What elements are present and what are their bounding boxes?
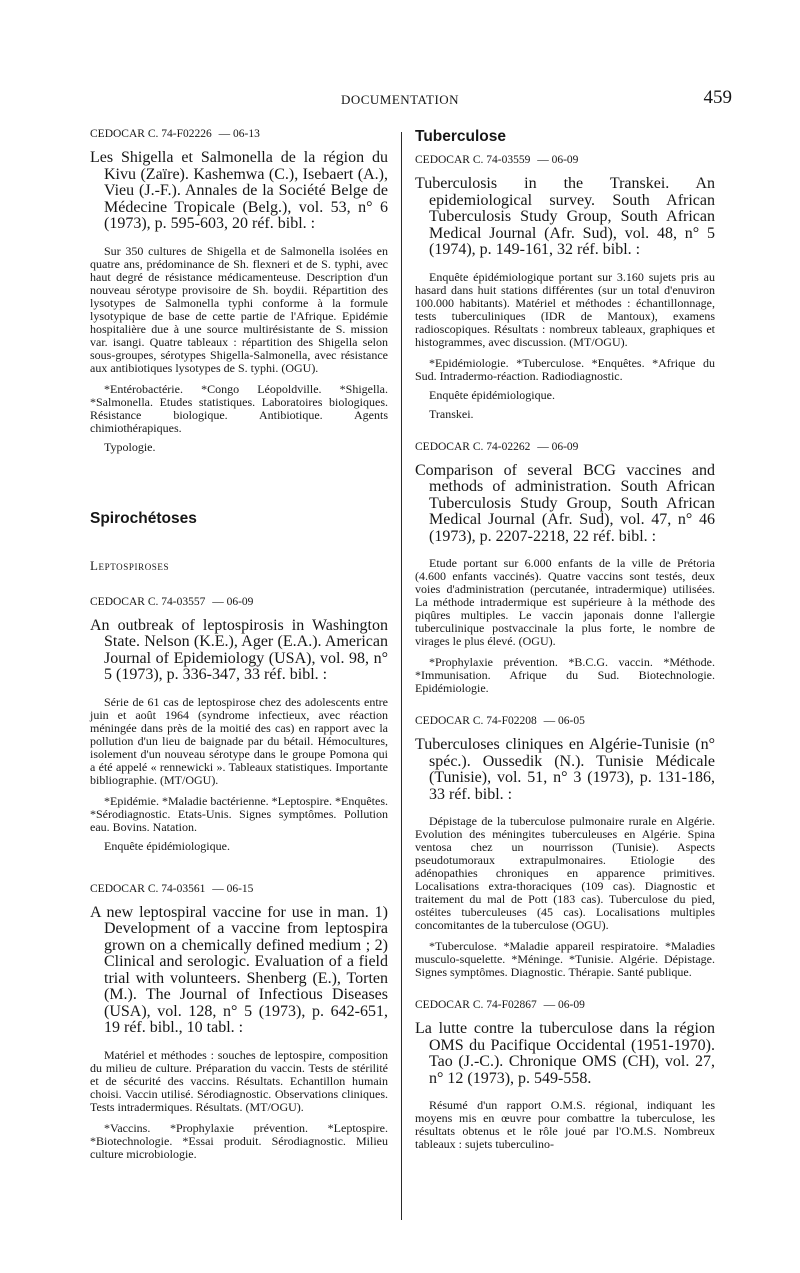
- entry-tuberculoses-algerie-tunisie: [415, 715, 715, 979]
- abstract: Résumé d'un rapport O.M.S. régional, indiquant les moyens mis en œuvre pour combattre la tuberculose, les résultats obtenus et le rôle joué par l'O.M.S. Nombreux tableaux : sujets tuberculino-: [415, 1098, 715, 1151]
- keywords: *Tuberculose. *Maladie appareil respiratoire. *Maladies musculo-squelette. *Méninge. *Tunisie. Algérie. Dépistage. Signes symptômes. Diagnostic. Thérapie. Santé publique.: [415, 939, 715, 979]
- cedocar-reference: CEDOCAR C. 74-F02226 — 06-13: [90, 128, 260, 140]
- entry-leptospirosis-washington: [90, 596, 388, 853]
- entry-tuberculosis-transkei: [415, 154, 715, 421]
- entry-bcg-vaccines: [415, 441, 715, 696]
- running-header: DOCUMENTATION: [340, 92, 460, 107]
- subsection-heading: Leptospiroses: [90, 557, 170, 573]
- citation: La lutte contre la tuberculose dans la région OMS du Pacifique Occidental (1951-1970). Tao (J.-C.). Chronique OMS (CH), vol. 27, n° 12 (1973), p. 549-558.: [415, 1020, 715, 1087]
- keywords: *Prophylaxie prévention. *B.C.G. vaccin. *Méthode. *Immunisation. Afrique du Sud. Biotechnologie. Epidémiologie.: [415, 655, 715, 695]
- cedocar-reference: CEDOCAR C. 74-03561 — 06-15: [90, 882, 254, 895]
- citation: A new leptospiral vaccine for use in man. 1) Development of a vaccine from leptospira grown on a chemically defined medium ; 2) Clinical and serologic. Evaluation of a field trial with volunteers. Shenberg (E.), Torten (M.). The Journal of Infectious Diseases (USA), vol. 128, n° 5 (1973), p. 642-651, 19 réf. bibl., 10 tabl. :: [90, 903, 388, 1036]
- column-divider: [401, 132, 402, 1220]
- abstract: Enquête épidémiologique portant sur 3.160 sujets pris au hasard dans huit stations différentes (sur un total d'enuviron 100.000 habitants). Matériel et méthodes : échantillonnage, tests tuberculiniques (IDR de Mantoux), examens radioscopiques. Résultats : nombreux tableaux, graphiques et histogrammes, avec discussion. (MT/OGU).: [415, 269, 715, 349]
- abstract: Série de 61 cas de leptospirose chez des adolescents entre juin et août 1964 (syndrome infectieux, avec réaction méningée dans près de la moitié des cas) en rapport avec la pollution d'un lieu de baignade par du bétail. Hémocultures, isolement d'un nouveau sérotype dans le groupe Pomona qui a été appelé « rennewicki ». Tableaux statistiques. Importante bibliographie. (MT/OGU).: [90, 694, 388, 787]
- secondary-keywords: Enquête épidémiologique.: [104, 838, 230, 853]
- keywords: *Entérobactérie. *Congo Léopoldville. *Shigella. *Salmonella. Etudes statistiques. Laboratoires biologiques. Résistance biologique. Antibiotique. Agents chimiothérapiques.: [90, 381, 388, 435]
- keywords: *Epidémiologie. *Tuberculose. *Enquêtes. *Afrique du Sud. Intradermo-réaction. Radiodiagnostic.: [415, 355, 715, 383]
- secondary-keywords: Typologie.: [104, 439, 156, 454]
- cedocar-reference: CEDOCAR C. 74-F02867 — 06-09: [415, 999, 585, 1011]
- abstract: Sur 350 cultures de Shigella et de Salmonella isolées en quatre ans, prédominance de Sh. flexneri et de S. typhi, avec haut degré de résistance médicamenteuse. Description d'un nouveau sérotype provisoire de Sh. boydii. Répartition des lysotypes de Salmonella typhi conforme à la formule lysotypique de base de cette partie de l'Afrique. Epidémie hospitalière due à une source multirésistante de S. mission var. isangi. Quatre tableaux : répartition des Shigella selon sous-groupes, sérotypes Shigella-Salmonella, avec résistance aux antibiotiques lysotypes de S. typhi. (OGU).: [90, 243, 388, 375]
- page-number: 459: [703, 87, 732, 108]
- citation: Les Shigella et Salmonella de la région du Kivu (Zaïre). Kashemwa (C.), Isebaert (A.), Vieu (J.-F.). Annales de la Société Belge de Médecine Tropicale (Belg.), vol. 53, n° 6 (1973), p. 595-603, 20 réf. bibl. :: [90, 149, 388, 232]
- cedocar-reference: CEDOCAR C. 74-F02208 — 06-05: [415, 715, 585, 727]
- entry-shigella-kivu: [90, 128, 388, 454]
- section-heading: Spirochétoses: [90, 509, 197, 527]
- abstract: Matériel et méthodes : souches de leptospire, composition du milieu de culture. Préparation du vaccin. Tests de stérilité et de sécurité des vaccins. Résultats. Echantillon humain choisi. Vaccin utilisé. Sérodiagnostic. Observations cliniques. Tests intradermiques. Résultats. (MT/OGU).: [90, 1047, 388, 1114]
- cedocar-reference: CEDOCAR C. 74-03557 — 06-09: [90, 595, 254, 608]
- cedocar-reference: CEDOCAR C. 74-03559 — 06-09: [415, 154, 579, 166]
- citation: An outbreak of leptospirosis in Washington State. Nelson (K.E.), Ager (E.A.). American Journal of Epidemiology (USA), vol. 98, n° 5 (1973), p. 336-347, 33 réf. bibl. :: [90, 616, 388, 683]
- secondary-keywords: Transkei.: [429, 406, 474, 421]
- entry-leptospiral-vaccine: [90, 883, 388, 1161]
- right-column: [415, 128, 715, 1161]
- citation: Comparison of several BCG vaccines and methods of administration. South African Tuberculosis Study Group, South African Medical Journal (Afr. Sud), vol. 47, n° 46 (1973), p. 2207-2218, 22 réf. bibl. :: [415, 461, 715, 545]
- keywords: *Epidémie. *Maladie bactérienne. *Leptospire. *Enquêtes. *Sérodiagnostic. Etats-Unis. Signes symptômes. Pollution eau. Bovins. Natation.: [90, 793, 388, 834]
- cedocar-reference: CEDOCAR C. 74-02262 — 06-09: [415, 440, 579, 453]
- citation: Tuberculosis in the Transkei. An epidemiological survey. South African Tuberculosis Study Group, South African Medical Journal (Afr. Sud), vol. 48, n° 5 (1974), p. 149-161, 32 réf. bibl. :: [415, 175, 715, 258]
- left-column: [90, 128, 388, 1171]
- citation: Tuberculoses cliniques en Algérie-Tunisie (n° spéc.). Oussedik (N.). Tunisie Médicale (Tunisie), vol. 51, n° 3 (1973), p. 131-186, 33 réf. bibl. :: [415, 736, 715, 803]
- abstract: Dépistage de la tuberculose pulmonaire rurale en Algérie. Evolution des méningites tuberculeuses en Algérie. Spina ventosa chez un nourrisson (Tunisie). Aspects pseudotumoraux extrapulmonaires. Etiologie des adénopathies chroniques en apparence primitives. Localisations extra-thoraciques (109 cas). Diagnostic et traitement du mal de Pott (183 cas). Tuberculose du pied, ostéites tuberculeuses (45 cas). Localisations multiples concomitantes de la tuberculose (OGU).: [415, 814, 715, 932]
- entry-oms-pacifique: [415, 999, 715, 1151]
- abstract: Etude portant sur 6.000 enfants de la ville de Prétoria (4.600 enfants vaccinés). Quatre vaccins sont testés, deux voies d'administration (percutanée, intradermique) utilisées. La méthode intradermique est supérieure à la méthode des piqûres multiples. Le vaccin japonais donne l'allergie tuberculinique postvaccinale la plus forte, le nombre de virages le plus élevé. (OGU).: [415, 556, 715, 648]
- keywords: *Vaccins. *Prophylaxie prévention. *Leptospire. *Biotechnologie. *Essai produit. Sérodiagnostic. Milieu culture microbiologie.: [90, 1120, 388, 1161]
- secondary-keywords: Enquête épidémiologique.: [429, 387, 555, 402]
- section-heading: Tuberculose: [415, 128, 507, 145]
